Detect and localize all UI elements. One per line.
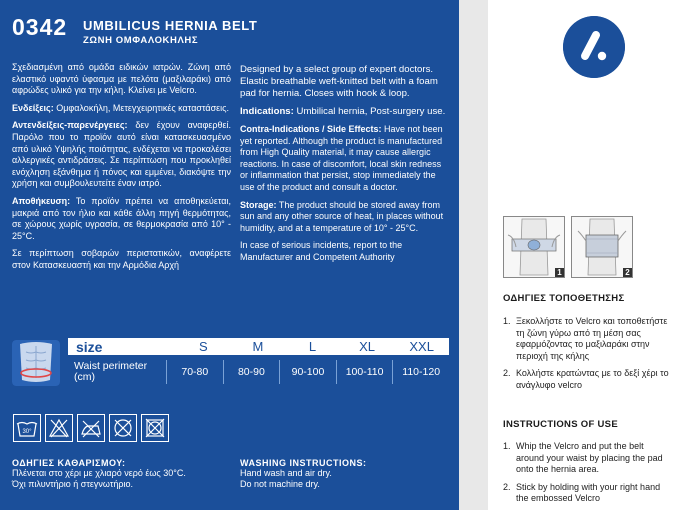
waist-value-l: 90-100 bbox=[279, 360, 336, 384]
no-tumble-dry-icon bbox=[141, 414, 169, 442]
svg-text:30°: 30° bbox=[22, 429, 32, 435]
waist-value-xxl: 110-120 bbox=[392, 360, 449, 384]
size-header-row bbox=[68, 338, 449, 355]
fitting-heading-gr: ΟΔΗΓΙΕΣ ΤΟΠΟΘΕΤΗΣΗΣ bbox=[503, 293, 625, 304]
english-storage bbox=[240, 200, 449, 235]
english-storage-label: Storage: bbox=[240, 199, 277, 210]
fitting-step-gr-1-text: Ξεκολλήστε το Velcro και τοποθετήστε τη ζώνη γύρω από τη μέση σας εφαρμόζοντας το μαξιλαράκι στην περιοχή της κήλης bbox=[516, 316, 668, 361]
english-contra-text: Have not been yet reported. Although the product is manufactured from High Quality material, it may cause allergic reactions. In case of discomfort, local skin redness or inflammation that persist, stop immediately the use of the product and consult a doctor. bbox=[240, 124, 443, 192]
english-contraindications bbox=[240, 124, 449, 194]
size-header-label: size bbox=[76, 338, 103, 355]
size-chart bbox=[12, 338, 449, 390]
fitting-step-en-2-number: 2. bbox=[503, 481, 511, 492]
waist-perimeter-label-line1: Waist perimeter bbox=[74, 360, 148, 372]
fitting-step-gr-2-number: 2. bbox=[503, 368, 511, 378]
english-indications-text: Umbilical hernia, Post-surgery use. bbox=[296, 106, 446, 117]
greek-indications-label: Ενδείξεις: bbox=[12, 102, 54, 113]
fitting-step-en-2 bbox=[503, 482, 673, 505]
greek-description-column bbox=[12, 62, 231, 278]
product-header bbox=[12, 14, 452, 46]
size-label-xxl: XXL bbox=[409, 339, 434, 354]
fitting-steps-en bbox=[503, 441, 673, 511]
english-contra-label: Contra-Indications / Side Effects: bbox=[240, 124, 382, 134]
product-code: 0342 bbox=[12, 14, 68, 40]
care-icons bbox=[13, 414, 169, 442]
size-label-xl: XL bbox=[359, 339, 376, 354]
care-line-en-1: Hand wash and air dry. bbox=[240, 468, 332, 478]
fitting-step-en-1 bbox=[503, 441, 673, 476]
english-indications bbox=[240, 106, 449, 118]
greek-contra-label: Αντενδείξεις-παρενέργειες: bbox=[12, 120, 128, 131]
size-label-s: S bbox=[198, 339, 208, 354]
greek-contra-text: δεν έχουν αναφερθεί. Παρόλο που το προϊόν αυτό είναι κατασκευασμένο από υλικό Υψηλής ποιότητας, ενδέχεται να προκαλέσει αλλεργικές αντιδράσεις. Σε περίπτωση που προκληθεί ενόχληση εξάνθημα ή πόνος και εμμένει, διακόψτε την χρήση και συμβουλευτείτε έναν ιατρό. bbox=[12, 120, 231, 189]
size-label-l: L bbox=[308, 339, 317, 354]
english-indications-label: Indications: bbox=[240, 106, 294, 117]
fitting-heading-en: INSTRUCTIONS OF USE bbox=[503, 419, 618, 430]
english-description-column bbox=[240, 64, 449, 270]
english-incidents: In case of serious incidents, report to the Manufacturer and Competent Authority bbox=[240, 240, 403, 262]
greek-storage-label: Αποθήκευση: bbox=[12, 195, 71, 206]
fitting-step-gr-1-number: 1. bbox=[503, 316, 511, 326]
english-storage-text: The product should be stored away from sun and any other source of heat, in places without humidity, and at a temperature of 10° - 25°C. bbox=[240, 199, 444, 233]
size-label-m: M bbox=[252, 339, 264, 354]
greek-contraindications bbox=[12, 120, 231, 190]
greek-storage-text: Το προϊόν πρέπει να αποθηκεύεται, μακριά από τον ήλιο και κάθε άλλη πηγή θερμότητας, σε χώρους χωρίς υγρασία, σε θερμοκρασία από 10° - 25°C. bbox=[12, 195, 231, 241]
waist-value-xl: 100-110 bbox=[336, 360, 393, 384]
fold-strip bbox=[459, 0, 488, 510]
waist-perimeter-row bbox=[68, 359, 449, 385]
greek-indications-text: Ομφαλοκήλη, Μετεγχειρητικές καταστάσεις. bbox=[56, 102, 229, 113]
english-description: Designed by a select group of expert doctors. Elastic breathable weft-knitted belt with a foam pad for hernia. Closes with hook & loop. bbox=[240, 64, 438, 99]
brand-logo bbox=[563, 16, 625, 78]
care-line-gr-1: Πλένεται στο χέρι με χλιαρό νερό έως 30°C. bbox=[12, 468, 186, 478]
product-title-en: UMBILICUS HERNIA BELT bbox=[83, 18, 258, 33]
fitting-steps-gr bbox=[503, 316, 673, 397]
care-line-en-2: Do not machine dry. bbox=[240, 479, 320, 489]
fitting-step-gr-1 bbox=[503, 316, 673, 362]
fitting-step-gr-2 bbox=[503, 368, 673, 391]
care-heading-gr: ΟΔΗΓΙΕΣ ΚΑΘΑΡΙΣΜΟΥ: bbox=[12, 458, 126, 468]
product-title-gr: ΖΩΝΗ ΟΜΦΑΛΟΚΗΛΗΣ bbox=[83, 35, 199, 46]
fitting-figures bbox=[503, 216, 635, 278]
greek-description: Σχεδιασμένη από ομάδα ειδικών ιατρών. Ζώνη από ελαστικό υφαντό ύφασμα με πελότα (μαξιλαράκι) από αφρώδες υλικό για την κήλη. Κλείνει με Velcro. bbox=[12, 62, 231, 96]
fitting-step-en-1-text: Whip the Velcro and put the belt around your waist by placing the pad onto the hernia area. bbox=[516, 441, 663, 474]
wash-30-hand-icon bbox=[13, 414, 41, 442]
care-instructions-en bbox=[240, 458, 450, 490]
fitting-figure-1 bbox=[503, 216, 565, 278]
waist-value-m: 80-90 bbox=[223, 360, 280, 384]
size-table bbox=[68, 338, 449, 385]
no-dry-clean-icon bbox=[109, 414, 137, 442]
fitting-step-en-2-text: Stick by holding with your right hand the embossed Velcro bbox=[516, 481, 661, 503]
waist-perimeter-label-line2: (cm) bbox=[74, 371, 95, 383]
fitting-figure-2-number: 2 bbox=[623, 268, 632, 277]
fitting-figure-1-number: 1 bbox=[555, 268, 564, 277]
greek-indications bbox=[12, 103, 231, 115]
waist-perimeter-label bbox=[68, 361, 166, 383]
no-iron-icon bbox=[77, 414, 105, 442]
care-instructions-gr bbox=[12, 458, 232, 490]
fitting-figure-2 bbox=[571, 216, 633, 278]
greek-incidents: Σε περίπτωση σοβαρών περιστατικών, αναφέρετε στον Κατασκευαστή και την Αρμόδια Αρχή bbox=[12, 248, 231, 270]
waist-value-s: 70-80 bbox=[166, 360, 223, 384]
greek-storage bbox=[12, 196, 231, 242]
no-bleach-icon bbox=[45, 414, 73, 442]
fitting-step-en-1-number: 1. bbox=[503, 441, 511, 451]
care-heading-en: WASHING INSTRUCTIONS: bbox=[240, 458, 367, 468]
care-line-gr-2: Όχι πιλυντήριο ή στεγνωτήριο. bbox=[12, 479, 134, 489]
torso-icon bbox=[12, 340, 60, 386]
fitting-step-gr-2-text: Κολλήστε κρατώντας με το δεξί χέρι το ανάγλυφο velcro bbox=[516, 368, 669, 390]
